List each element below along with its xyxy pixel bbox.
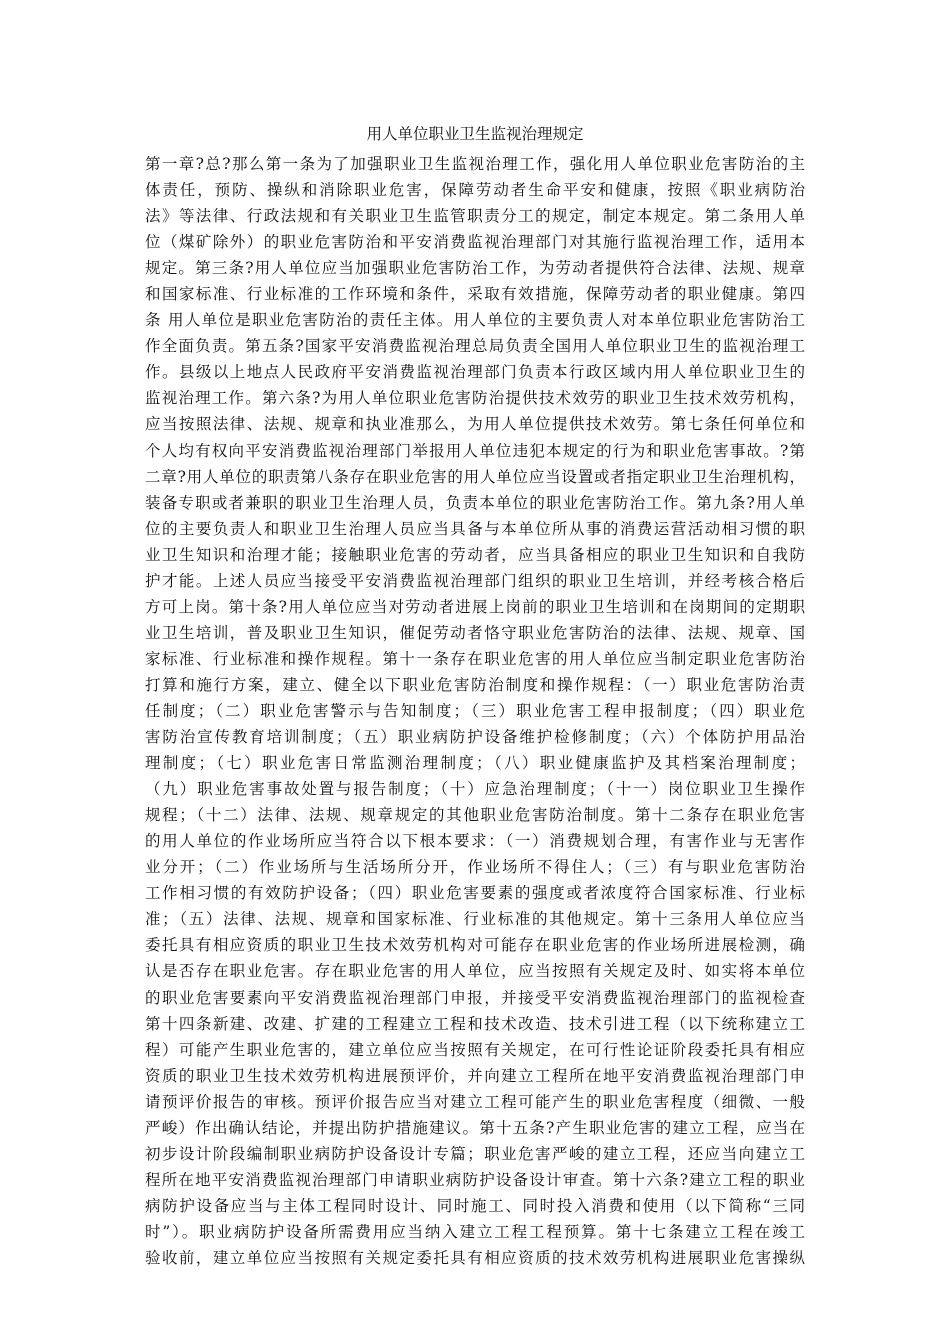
body-line: 的用人单位的作业场所应当符合以下根本要求：（一）消费规划合理，有害作业与无害作 (145, 832, 805, 851)
body-line: 时”）。职业病防护设备所需费用应当纳入建立工程工程预算。第十七条建立工程在竣工 (145, 1222, 805, 1241)
body-line: 法》等法律、行政法规和有关职业卫生监管职责分工的规定，制定本规定。第二条用人单 (145, 207, 805, 226)
body-line: 方可上岗。第十条?用人单位应当对劳动者进展上岗前的职业卫生培训和在岗期间的定期职 (145, 597, 805, 616)
body-line: 监视治理工作。第六条?为用人单位职业危害防治提供技术效劳的职业卫生技术效劳机构， (145, 389, 805, 408)
body-line: 个人均有权向平安消费监视治理部门举报用人单位违犯本规定的行为和职业危害事故。?第 (145, 441, 805, 460)
body-line: 认是否存在职业危害。存在职业危害的用人单位，应当按照有关规定及时、如实将本单位 (145, 962, 805, 981)
body-line: 资质的职业卫生技术效劳机构进展预评价，并向建立工程所在地平安消费监视治理部门申 (145, 1066, 805, 1085)
body-line: 第一章?总?那么第一条为了加强职业卫生监视治理工作，强化用人单位职业危害防治的主 (145, 155, 805, 173)
body-line: 任制度；（二）职业危害警示与告知制度；（三）职业危害工程申报制度；（四）职业危 (145, 701, 805, 720)
body-line: 应当按照法律、法规、规章和执业准那么，为用人单位提供技术效劳。第七条任何单位和 (145, 415, 805, 434)
body-line: 的职业危害要素向平安消费监视治理部门申报，并接受平安消费监视治理部门的监视检查 (145, 988, 805, 1007)
body-line: 请预评价报告的审核。预评价报告应当对建立工程可能产生的职业危害程度（细微、一般 (145, 1092, 805, 1111)
body-line: 第十四条新建、改建、扩建的工程建立工程和技术改造、技术引进工程（以下统称建立工 (145, 1014, 805, 1033)
body-line: 理制度；（七）职业危害日常监测治理制度；（八）职业健康监护及其档案治理制度； (145, 754, 805, 773)
body-line: 二章?用人单位的职责第八条存在职业危害的用人单位应当设置或者指定职业卫生治理机构， (145, 467, 805, 486)
body-line: 严峻）作出确认结论，并提出防护措施建议。第十五条?产生职业危害的建立工程，应当在 (145, 1118, 805, 1137)
body-line: 工作相习惯的有效防护设备；（四）职业危害要素的强度或者浓度符合国家标准、行业标 (145, 884, 805, 903)
body-line: 委托具有相应资质的职业卫生技术效劳机构对可能存在职业危害的作业场所进展检测，确 (145, 936, 805, 955)
body-line: 家标准、行业标准和操作规程。第十一条存在职业危害的用人单位应当制定职业危害防治 (145, 649, 805, 668)
body-line: （九）职业危害事故处置与报告制度；（十）应急治理制度；（十一）岗位职业卫生操作 (145, 780, 805, 799)
document-body (145, 151, 805, 1271)
body-line: 装备专职或者兼职的职业卫生治理人员，负责本单位的职业危害防治工作。第九条?用人单 (145, 493, 805, 512)
body-line: 程所在地平安消费监视治理部门申请职业病防护设备设计审查。第十六条?建立工程的职业 (145, 1170, 805, 1189)
body-line: 体责任，预防、操纵和消除职业危害，保障劳动者生命平安和健康，按照《职业病防治 (145, 181, 805, 200)
body-line: 准；（五）法律、法规、规章和国家标准、行业标准的其他规定。第十三条用人单位应当 (145, 910, 805, 929)
body-line: 位的主要负责人和职业卫生治理人员应当具备与本单位所从事的消费运营活动相习惯的职 (145, 519, 805, 538)
body-line: 护才能。上述人员应当接受平安消费监视治理部门组织的职业卫生培训，并经考核合格后 (145, 571, 805, 590)
body-line: 害防治宣传教育培训制度；（五）职业病防护设备维护检修制度；（六）个体防护用品治 (145, 728, 805, 747)
body-line: 验收前，建立单位应当按照有关规定委托具有相应资质的技术效劳机构进展职业危害操纵 (145, 1248, 805, 1267)
body-line: 打算和施行方案，建立、健全以下职业危害防治制度和操作规程：（一）职业危害防治责 (145, 675, 805, 694)
body-line: 条 用人单位是职业危害防治的责任主体。用人单位的主要负责人对本单位职业危害防治工 (145, 311, 805, 330)
body-line: 程）可能产生职业危害的，建立单位应当按照有关规定，在可行性论证阶段委托具有相应 (145, 1040, 805, 1059)
body-line: 业分开；（二）作业场所与生活场所分开，作业场所不得住人；（三）有与职业危害防治 (145, 858, 805, 877)
body-line: 作。县级以上地点人民政府平安消费监视治理部门负责本行政区域内用人单位职业卫生的 (145, 363, 805, 382)
document-title: 用人单位职业卫生监视治理规定 (366, 125, 584, 143)
body-line: 规程；（十二）法律、法规、规章规定的其他职业危害防治制度。第十二条存在职业危害 (145, 806, 805, 825)
body-line: 初步设计阶段编制职业病防护设备设计专篇；职业危害严峻的建立工程，还应当向建立工 (145, 1144, 805, 1163)
body-line: 业卫生知识和治理才能；接触职业危害的劳动者，应当具备相应的职业卫生知识和自我防 (145, 545, 805, 564)
body-line: 作全面负责。第五条?国家平安消费监视治理总局负责全国用人单位职业卫生的监视治理工 (145, 337, 805, 356)
body-line: 和国家标准、行业标准的工作环境和条件，采取有效措施，保障劳动者的职业健康。第四 (145, 285, 805, 304)
body-line: 业卫生培训，普及职业卫生知识，催促劳动者恪守职业危害防治的法律、法规、规章、国 (145, 623, 805, 642)
body-line: 规定。第三条?用人单位应当加强职业危害防治工作，为劳动者提供符合法律、法规、规章 (145, 259, 805, 278)
body-line: 位（煤矿除外）的职业危害防治和平安消费监视治理部门对其施行监视治理工作，适用本 (145, 233, 805, 252)
body-line: 病防护设备应当与主体工程同时设计、同时施工、同时投入消费和使用（以下简称“三同 (145, 1196, 805, 1215)
